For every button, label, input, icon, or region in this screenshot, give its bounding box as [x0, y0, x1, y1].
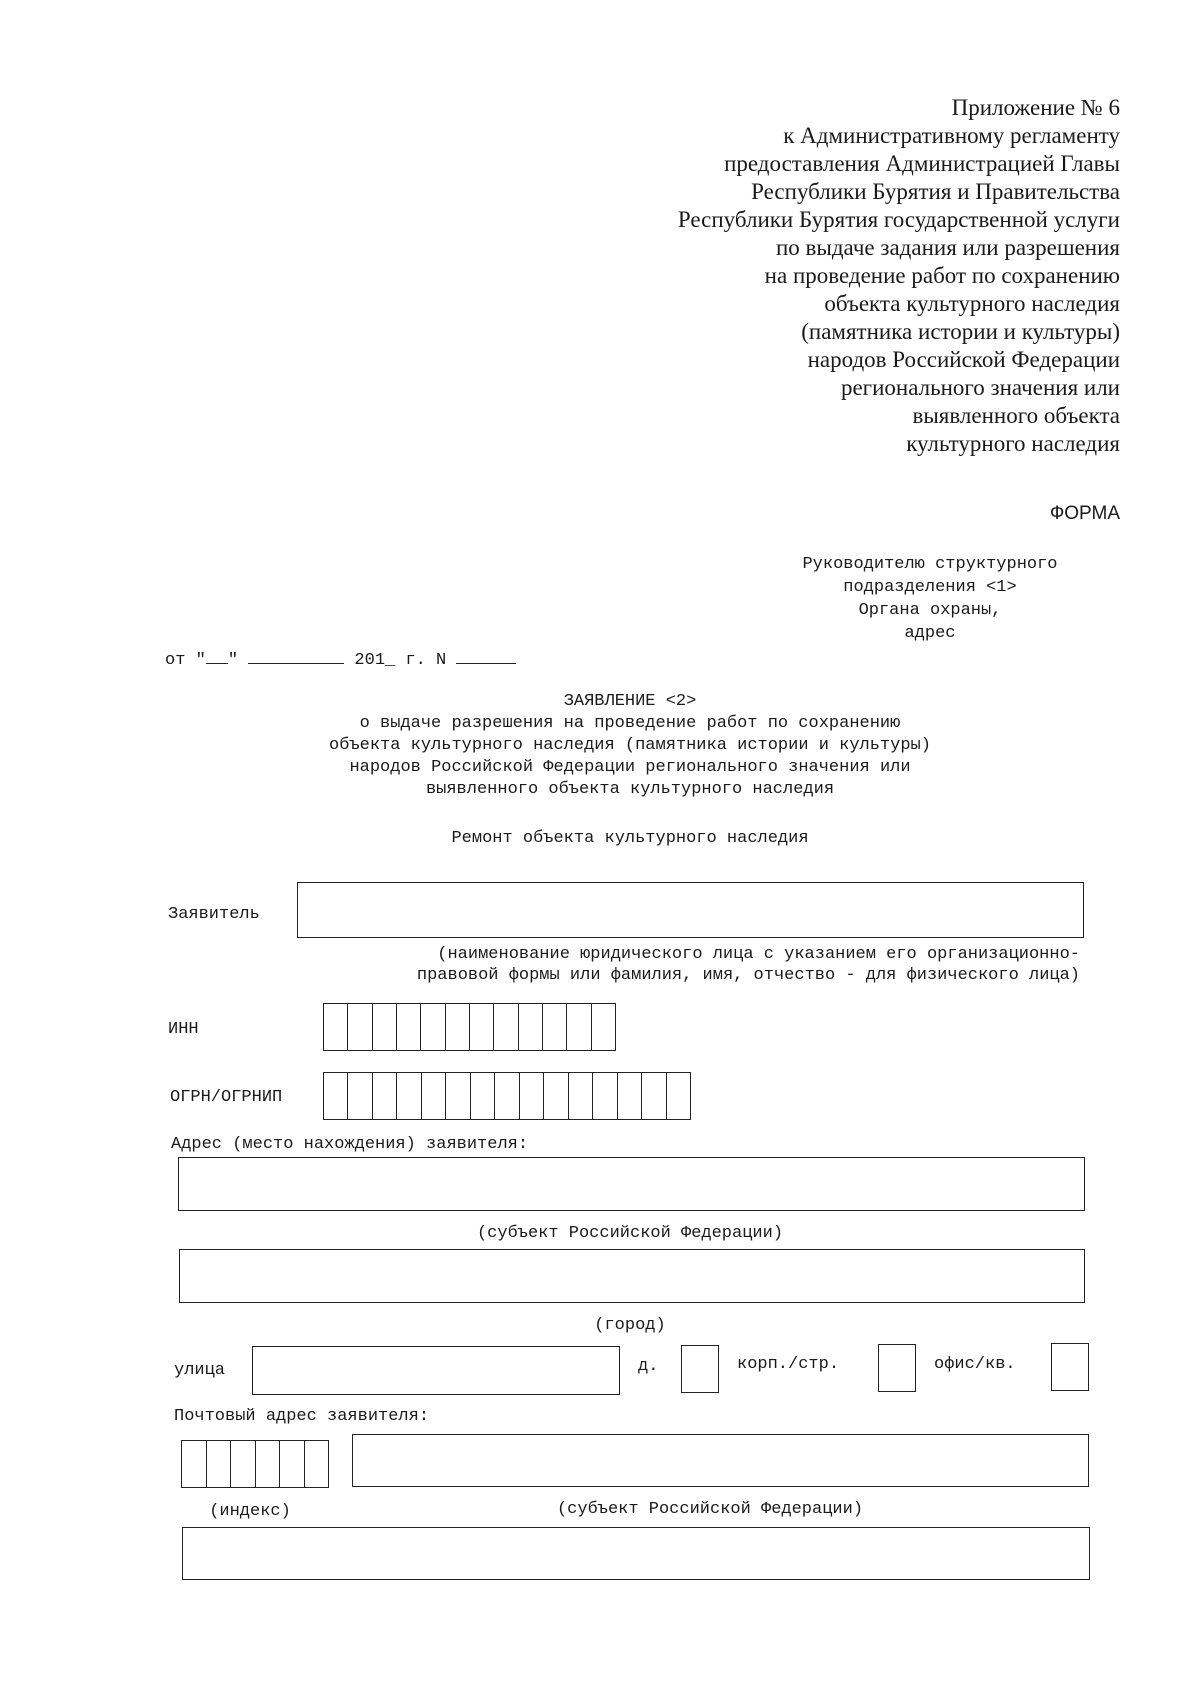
statement-heading: ЗАЯВЛЕНИЕ <2>	[563, 692, 697, 711]
digit-cell[interactable]	[667, 1073, 690, 1119]
digit-cell[interactable]	[544, 1073, 568, 1119]
digit-cell[interactable]	[207, 1441, 232, 1487]
digit-cell[interactable]	[348, 1004, 372, 1050]
date-quote: "	[227, 651, 239, 670]
inn-label: ИНН	[168, 1020, 199, 1039]
street-label: улица	[174, 1361, 226, 1380]
appendix-line: предоставления Администрацией Главы	[724, 151, 1120, 176]
appendix-line: Республики Бурятия и Правительства	[751, 179, 1120, 204]
applicant-label: Заявитель	[168, 905, 260, 924]
applicant-caption	[290, 944, 1080, 986]
digit-cell[interactable]	[348, 1073, 372, 1119]
office-field[interactable]	[1051, 1343, 1089, 1391]
digit-cell[interactable]	[593, 1073, 617, 1119]
postal-city-field[interactable]	[182, 1527, 1090, 1580]
appendix-line: объекта культурного наследия	[824, 291, 1120, 316]
digit-cell[interactable]	[422, 1073, 446, 1119]
digit-cell[interactable]	[324, 1004, 348, 1050]
day-field[interactable]	[206, 647, 228, 664]
appendix-line: по выдаче задания или разрешения	[775, 235, 1120, 260]
addressee-line: Органа охраны,	[858, 601, 1002, 620]
digit-cell[interactable]	[592, 1004, 615, 1050]
street-field[interactable]	[252, 1346, 620, 1395]
postal-subject-field[interactable]	[352, 1434, 1089, 1487]
number-field[interactable]	[456, 647, 516, 664]
postal-subject-caption: (субъект Российской Федерации)	[556, 1500, 864, 1519]
digit-cell[interactable]	[421, 1004, 445, 1050]
digit-cell[interactable]	[543, 1004, 567, 1050]
statement-title-line: о выдаче разрешения на проведение работ по сохранению	[359, 714, 901, 733]
appendix-line: Республики Бурятия государственной услуги	[677, 207, 1120, 232]
digit-cell[interactable]	[231, 1441, 256, 1487]
postal-label: Почтовый адрес заявителя:	[174, 1407, 430, 1426]
digit-cell[interactable]	[642, 1073, 666, 1119]
digit-cell[interactable]	[446, 1004, 470, 1050]
addressee-line: адрес	[904, 624, 956, 643]
appendix-line: выявленного объекта	[912, 403, 1120, 428]
addressee-line: подразделения <1>	[843, 578, 1017, 597]
address-subject-field[interactable]	[178, 1157, 1085, 1211]
date-line	[165, 647, 516, 670]
statement-title-line: народов Российской Федерации регионального значения или	[349, 758, 911, 777]
applicant-field[interactable]	[297, 882, 1084, 938]
digit-cell[interactable]	[305, 1441, 329, 1487]
digit-cell[interactable]	[397, 1004, 421, 1050]
digit-cell[interactable]	[397, 1073, 421, 1119]
corp-label: корп./стр.	[737, 1355, 840, 1374]
digit-cell[interactable]	[569, 1073, 593, 1119]
digit-cell[interactable]	[324, 1073, 348, 1119]
date-prefix: от "	[165, 651, 206, 670]
house-label: д.	[638, 1357, 659, 1376]
ogrn-label: ОГРН/ОГРНИП	[170, 1088, 283, 1107]
digit-cell[interactable]	[471, 1073, 495, 1119]
appendix-line: Приложение № 6	[951, 95, 1120, 120]
city-caption: (город)	[594, 1316, 666, 1335]
digit-cell[interactable]	[182, 1441, 207, 1487]
appendix-line: регионального значения или	[840, 375, 1120, 400]
office-label: офис/кв.	[934, 1355, 1016, 1374]
address-city-field[interactable]	[179, 1249, 1085, 1303]
forma-label: ФОРМА	[1049, 503, 1120, 524]
digit-cell[interactable]	[470, 1004, 494, 1050]
digit-cell[interactable]	[567, 1004, 591, 1050]
appendix-line: народов Российской Федерации	[807, 347, 1120, 372]
addressee-line: Руководителю структурного	[802, 555, 1058, 574]
statement-title	[220, 691, 1040, 801]
statement-title-line: объекта культурного наследия (памятника истории и культуры)	[329, 736, 931, 755]
appendix-line: на проведение работ по сохранению	[764, 263, 1120, 288]
digit-cell[interactable]	[256, 1441, 281, 1487]
digit-cell[interactable]	[373, 1004, 397, 1050]
digit-cell[interactable]	[280, 1441, 305, 1487]
digit-cell[interactable]	[495, 1073, 519, 1119]
statement-title-line: выявленного объекта культурного наследия	[425, 780, 835, 799]
date-year: 201_	[354, 651, 396, 670]
inn-cells[interactable]	[323, 1003, 616, 1051]
digit-cell[interactable]	[494, 1004, 518, 1050]
digit-cell[interactable]	[373, 1073, 397, 1119]
appendix-line: (памятника истории и культуры)	[801, 319, 1120, 344]
index-caption: (индекс)	[209, 1502, 291, 1521]
corp-field[interactable]	[878, 1344, 916, 1392]
month-field[interactable]	[248, 647, 344, 664]
applicant-caption-line: (наименование юридического лица с указанием его организационно-	[437, 945, 1080, 964]
addressee-block	[770, 553, 1090, 645]
ogrn-cells[interactable]	[323, 1072, 691, 1120]
appendix-header	[600, 94, 1120, 458]
applicant-caption-line: правовой формы или фамилия, имя, отчество - для физического лица)	[416, 966, 1080, 985]
appendix-line: культурного наследия	[906, 431, 1120, 456]
statement-subtitle: Ремонт объекта культурного наследия	[451, 829, 809, 848]
index-cells[interactable]	[181, 1440, 329, 1488]
date-n: N	[436, 651, 447, 670]
digit-cell[interactable]	[520, 1073, 544, 1119]
digit-cell[interactable]	[618, 1073, 642, 1119]
address-label: Адрес (место нахождения) заявителя:	[171, 1135, 529, 1154]
digit-cell[interactable]	[519, 1004, 543, 1050]
appendix-line: к Административному регламенту	[783, 123, 1120, 148]
digit-cell[interactable]	[446, 1073, 470, 1119]
subject-caption: (субъект Российской Федерации)	[476, 1224, 784, 1243]
date-g: г.	[405, 651, 426, 670]
house-field[interactable]	[681, 1345, 719, 1393]
